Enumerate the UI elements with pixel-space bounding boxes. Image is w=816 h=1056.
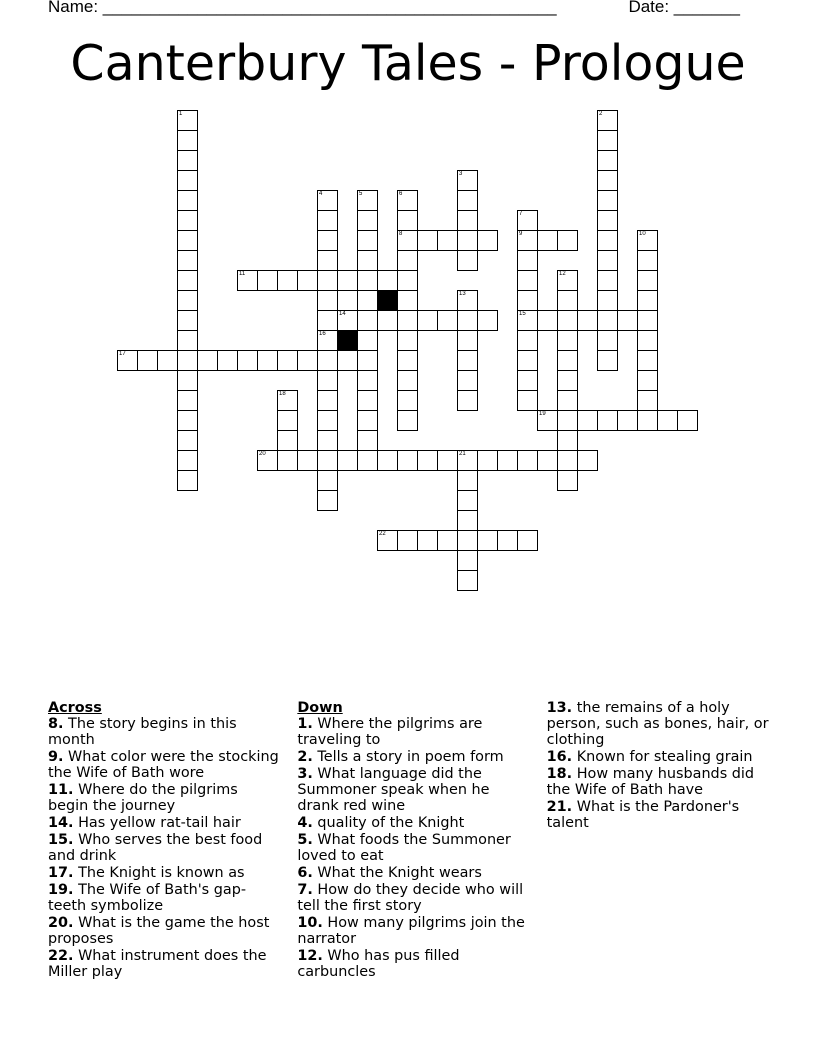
grid-cell[interactable] xyxy=(357,190,378,211)
grid-cell[interactable] xyxy=(157,350,178,371)
grid-cell[interactable] xyxy=(477,530,498,551)
grid-cell[interactable] xyxy=(517,390,538,411)
clue-text: Known for stealing grain xyxy=(572,749,753,765)
grid-cell[interactable] xyxy=(377,530,398,551)
grid-cell[interactable] xyxy=(537,230,558,251)
clue-number: 16 xyxy=(319,331,326,337)
grid-cell[interactable] xyxy=(437,230,458,251)
grid-cell[interactable] xyxy=(257,270,278,291)
grid-cell[interactable] xyxy=(417,530,438,551)
clue-number: 15 xyxy=(519,311,526,317)
clue-number: 14 xyxy=(339,311,346,317)
clue-number: 4 xyxy=(319,191,323,197)
grid-cell[interactable] xyxy=(517,310,538,331)
grid-cell[interactable] xyxy=(257,350,278,371)
clue-number-label: 2. xyxy=(297,749,313,765)
grid-cell[interactable] xyxy=(357,210,378,231)
clue-text: The Knight is known as xyxy=(73,865,245,881)
clue-number-label: 5. xyxy=(297,832,313,848)
clue-item xyxy=(297,815,528,831)
grid-cell[interactable] xyxy=(557,310,578,331)
grid-cell[interactable] xyxy=(177,110,198,131)
grid-cell[interactable] xyxy=(297,270,318,291)
grid-cell[interactable] xyxy=(457,370,478,391)
across-heading: Across xyxy=(48,700,102,716)
clue-text: Who has pus filled carbuncles xyxy=(297,948,460,980)
grid-cell[interactable] xyxy=(177,150,198,171)
grid-cell[interactable] xyxy=(657,410,678,431)
down-clues xyxy=(297,700,778,990)
grid-cell[interactable] xyxy=(317,450,338,471)
grid-cell[interactable] xyxy=(577,450,598,471)
clue-number-label: 4. xyxy=(297,815,313,831)
grid-cell[interactable] xyxy=(597,290,618,311)
grid-cell[interactable] xyxy=(517,530,538,551)
clue-number-label: 14. xyxy=(48,815,74,831)
grid-cell[interactable] xyxy=(397,210,418,231)
grid-cell[interactable] xyxy=(317,390,338,411)
clue-number: 20 xyxy=(259,451,266,457)
grid-cell[interactable] xyxy=(517,250,538,271)
grid-cell[interactable] xyxy=(557,450,578,471)
grid-cell[interactable] xyxy=(597,230,618,251)
grid-cell[interactable] xyxy=(457,250,478,271)
grid-cell[interactable] xyxy=(357,290,378,311)
grid-cell[interactable] xyxy=(517,450,538,471)
grid-cell[interactable] xyxy=(177,350,198,371)
grid-cell[interactable] xyxy=(597,410,618,431)
clue-number-label: 6. xyxy=(297,865,313,881)
clue-number: 9 xyxy=(519,231,523,237)
clue-item xyxy=(48,865,279,881)
grid-cell[interactable] xyxy=(337,310,358,331)
grid-cell[interactable] xyxy=(457,530,478,551)
grid-cell[interactable] xyxy=(557,230,578,251)
clue-number-label: 21. xyxy=(546,799,573,815)
grid-cell[interactable] xyxy=(637,410,658,431)
grid-cell[interactable] xyxy=(557,410,578,431)
clue-number: 5 xyxy=(359,191,363,197)
clue-text: How do they decide who will tell the first story xyxy=(297,882,524,914)
grid-cell[interactable] xyxy=(317,250,338,271)
grid-cell[interactable] xyxy=(417,450,438,471)
grid-cell[interactable] xyxy=(177,450,198,471)
clue-item xyxy=(297,749,528,765)
clue-number: 1 xyxy=(179,111,183,117)
clue-item xyxy=(48,915,279,947)
grid-cell[interactable] xyxy=(357,410,378,431)
grid-cell[interactable] xyxy=(357,330,378,351)
grid-cell[interactable] xyxy=(617,310,638,331)
grid-cell[interactable] xyxy=(677,410,698,431)
grid-cell[interactable] xyxy=(597,190,618,211)
clue-number-label: 10. xyxy=(297,915,323,931)
grid-cell[interactable] xyxy=(397,270,418,291)
grid-cell[interactable] xyxy=(557,390,578,411)
grid-cell[interactable] xyxy=(357,350,378,371)
grid-cell[interactable] xyxy=(457,450,478,471)
grid-cell[interactable] xyxy=(417,230,438,251)
grid-cell[interactable] xyxy=(497,450,518,471)
grid-cell[interactable] xyxy=(557,330,578,351)
grid-cell[interactable] xyxy=(517,350,538,371)
clue-item xyxy=(48,782,279,814)
grid-cell[interactable] xyxy=(397,290,418,311)
grid-cell[interactable] xyxy=(317,490,338,511)
grid-cell[interactable] xyxy=(337,270,358,291)
clue-number-label: 19. xyxy=(48,882,74,898)
clue-number: 2 xyxy=(599,111,603,117)
clue-text: The story begins in this month xyxy=(48,716,237,748)
grid-cell[interactable] xyxy=(577,410,598,431)
grid-cell[interactable] xyxy=(457,390,478,411)
grid-cell[interactable] xyxy=(357,370,378,391)
grid-cell[interactable] xyxy=(317,210,338,231)
grid-cell[interactable] xyxy=(457,570,478,591)
grid-cell[interactable] xyxy=(397,390,418,411)
clue-number-label: 8. xyxy=(48,716,64,732)
clue-number: 19 xyxy=(539,411,546,417)
clue-item xyxy=(297,766,528,814)
grid-cell[interactable] xyxy=(597,330,618,351)
grid-cell[interactable] xyxy=(177,170,198,191)
date-field-label: Date: _______ xyxy=(628,0,740,16)
grid-cell[interactable] xyxy=(637,230,658,251)
grid-cell[interactable] xyxy=(377,450,398,471)
grid-cell[interactable] xyxy=(457,230,478,251)
clue-number-label: 22. xyxy=(48,948,74,964)
clue-number: 13 xyxy=(459,291,466,297)
grid-cell[interactable] xyxy=(397,350,418,371)
clue-item xyxy=(297,716,528,748)
clue-item xyxy=(547,700,778,748)
clue-text: Where the pilgrims are traveling to xyxy=(297,716,483,748)
grid-cell[interactable] xyxy=(617,410,638,431)
clue-item xyxy=(48,832,279,864)
grid-cell[interactable] xyxy=(177,230,198,251)
clue-text: the remains of a holy person, such as bones, hair, or clothing xyxy=(546,700,769,748)
grid-cell[interactable] xyxy=(597,110,618,131)
grid-cell[interactable] xyxy=(237,270,258,291)
grid-cell[interactable] xyxy=(357,390,378,411)
grid-cell[interactable] xyxy=(177,370,198,391)
clue-number-label: 17. xyxy=(48,865,74,881)
clue-number-label: 16. xyxy=(546,749,573,765)
clue-number-label: 1. xyxy=(297,716,313,732)
clue-item xyxy=(547,749,778,765)
grid-cell[interactable] xyxy=(457,290,478,311)
grid-cell[interactable] xyxy=(517,270,538,291)
clue-text: Who serves the best food and drink xyxy=(48,832,263,864)
grid-cell[interactable] xyxy=(557,430,578,451)
clue-text: How many pilgrims join the narrator xyxy=(297,915,525,947)
clue-text: What instrument does the Miller play xyxy=(48,948,267,980)
grid-cell[interactable] xyxy=(137,350,158,371)
grid-cell[interactable] xyxy=(557,470,578,491)
grid-cell[interactable] xyxy=(317,330,338,351)
grid-cell[interactable] xyxy=(637,270,658,291)
grid-cell[interactable] xyxy=(177,330,198,351)
grid-cell[interactable] xyxy=(477,450,498,471)
grid-cell[interactable] xyxy=(277,270,298,291)
grid-cell[interactable] xyxy=(597,150,618,171)
grid-cell[interactable] xyxy=(177,410,198,431)
clue-text: Has yellow rat-tail hair xyxy=(73,815,241,831)
grid-cell[interactable] xyxy=(397,330,418,351)
grid-cell[interactable] xyxy=(197,350,218,371)
grid-cell[interactable] xyxy=(397,230,418,251)
clue-number: 7 xyxy=(519,211,523,217)
clue-number: 22 xyxy=(379,531,386,537)
grid-cell[interactable] xyxy=(357,430,378,451)
grid-cell[interactable] xyxy=(517,330,538,351)
grid-cell[interactable] xyxy=(457,510,478,531)
grid-cell[interactable] xyxy=(117,350,138,371)
clue-number: 11 xyxy=(239,271,246,277)
grid-cell[interactable] xyxy=(317,430,338,451)
clue-text: What is the Pardoner's talent xyxy=(546,799,740,831)
grid-cell[interactable] xyxy=(597,130,618,151)
grid-cell[interactable] xyxy=(437,310,458,331)
name-field-label: Name: ________________________________________________ xyxy=(48,0,557,16)
grid-cell[interactable] xyxy=(457,550,478,571)
grid-cell[interactable] xyxy=(517,290,538,311)
grid-cell[interactable] xyxy=(317,290,338,311)
clue-item xyxy=(547,799,778,831)
grid-cell[interactable] xyxy=(317,310,338,331)
grid-cell[interactable] xyxy=(477,310,498,331)
grid-cell[interactable] xyxy=(417,310,438,331)
grid-cell[interactable] xyxy=(437,450,458,471)
clue-number: 6 xyxy=(399,191,403,197)
grid-cell[interactable] xyxy=(317,370,338,391)
grid-cell[interactable] xyxy=(317,470,338,491)
grid-cell[interactable] xyxy=(257,450,278,471)
clue-number-label: 12. xyxy=(297,948,323,964)
grid-cell[interactable] xyxy=(177,270,198,291)
grid-cell[interactable] xyxy=(457,170,478,191)
grid-cell[interactable] xyxy=(597,270,618,291)
clue-number-label: 18. xyxy=(546,766,573,782)
grid-cell[interactable] xyxy=(537,310,558,331)
clue-text: What the Knight wears xyxy=(312,865,482,881)
grid-cell[interactable] xyxy=(277,410,298,431)
grid-cell[interactable] xyxy=(177,250,198,271)
grid-cell[interactable] xyxy=(357,230,378,251)
clue-item xyxy=(297,865,528,881)
clue-item xyxy=(48,716,279,748)
clue-number: 18 xyxy=(279,391,286,397)
clue-item xyxy=(48,749,279,781)
grid-cell[interactable] xyxy=(317,230,338,251)
grid-cell[interactable] xyxy=(277,390,298,411)
clue-number-label: 11. xyxy=(48,782,74,798)
grid-cell[interactable] xyxy=(277,350,298,371)
clue-number: 17 xyxy=(119,351,126,357)
grid-cell[interactable] xyxy=(637,350,658,371)
clue-number: 3 xyxy=(459,171,463,177)
clue-list xyxy=(48,700,778,990)
clue-number: 12 xyxy=(559,271,566,277)
grid-cell[interactable] xyxy=(477,230,498,251)
across-clues xyxy=(48,716,279,980)
grid-cell[interactable] xyxy=(597,210,618,231)
grid-cell[interactable] xyxy=(317,350,338,371)
clue-number: 21 xyxy=(459,451,466,457)
clue-text: Tells a story in poem form xyxy=(312,749,504,765)
grid-cell[interactable] xyxy=(637,370,658,391)
clue-number-label: 3. xyxy=(297,766,313,782)
grid-cell[interactable] xyxy=(457,470,478,491)
grid-cell[interactable] xyxy=(457,350,478,371)
clue-number-label: 20. xyxy=(48,915,74,931)
clue-number-label: 9. xyxy=(48,749,64,765)
grid-cell[interactable] xyxy=(457,330,478,351)
clue-text: What color were the stocking the Wife of Bath wore xyxy=(48,749,279,781)
clue-number-label: 7. xyxy=(297,882,313,898)
grid-cell[interactable] xyxy=(457,310,478,331)
grid-cell[interactable] xyxy=(337,350,358,371)
grid-cell[interactable] xyxy=(397,410,418,431)
grid-cell[interactable] xyxy=(397,370,418,391)
clue-text: How many husbands did the Wife of Bath have xyxy=(546,766,755,798)
grid-cell[interactable] xyxy=(237,350,258,371)
clue-text: Where do the pilgrims begin the journey xyxy=(48,782,238,814)
grid-cell[interactable] xyxy=(457,490,478,511)
grid-cell[interactable] xyxy=(357,270,378,291)
grid-cell[interactable] xyxy=(637,310,658,331)
grid-cell[interactable] xyxy=(597,250,618,271)
grid-cell[interactable] xyxy=(597,350,618,371)
down-heading: Down xyxy=(297,700,343,716)
grid-cell[interactable] xyxy=(397,190,418,211)
grid-cell[interactable] xyxy=(397,530,418,551)
grid-block xyxy=(337,330,358,351)
grid-cell[interactable] xyxy=(357,250,378,271)
grid-cell[interactable] xyxy=(177,190,198,211)
grid-cell[interactable] xyxy=(297,450,318,471)
clue-number: 10 xyxy=(639,231,646,237)
clue-item xyxy=(297,882,528,914)
grid-block xyxy=(377,290,398,311)
grid-cell[interactable] xyxy=(277,450,298,471)
grid-cell[interactable] xyxy=(557,290,578,311)
clue-item xyxy=(48,882,279,914)
grid-cell[interactable] xyxy=(357,450,378,471)
clue-text: What is the game the host proposes xyxy=(48,915,270,947)
grid-cell[interactable] xyxy=(597,310,618,331)
grid-cell[interactable] xyxy=(557,370,578,391)
clue-text: The Wife of Bath's gap-teeth symbolize xyxy=(48,882,247,914)
clue-item xyxy=(48,815,279,831)
grid-cell[interactable] xyxy=(357,310,378,331)
grid-cell[interactable] xyxy=(177,470,198,491)
grid-cell[interactable] xyxy=(177,130,198,151)
grid-cell[interactable] xyxy=(377,270,398,291)
grid-cell[interactable] xyxy=(557,270,578,291)
grid-cell[interactable] xyxy=(177,290,198,311)
grid-cell[interactable] xyxy=(177,310,198,331)
clue-item xyxy=(297,948,528,980)
grid-cell[interactable] xyxy=(317,190,338,211)
grid-cell[interactable] xyxy=(317,410,338,431)
grid-cell[interactable] xyxy=(457,210,478,231)
grid-cell[interactable] xyxy=(637,290,658,311)
grid-cell[interactable] xyxy=(337,450,358,471)
grid-cell[interactable] xyxy=(537,450,558,471)
grid-cell[interactable] xyxy=(277,430,298,451)
grid-cell[interactable] xyxy=(517,210,538,231)
clue-text: What language did the Summoner speak when he drank red wine xyxy=(297,766,490,814)
grid-cell[interactable] xyxy=(437,530,458,551)
grid-cell[interactable] xyxy=(637,390,658,411)
grid-cell[interactable] xyxy=(297,350,318,371)
grid-cell[interactable] xyxy=(457,190,478,211)
grid-cell[interactable] xyxy=(397,310,418,331)
grid-cell[interactable] xyxy=(397,250,418,271)
grid-cell[interactable] xyxy=(537,410,558,431)
grid-cell[interactable] xyxy=(317,270,338,291)
clue-number: 8 xyxy=(399,231,403,237)
grid-cell[interactable] xyxy=(577,310,598,331)
grid-cell[interactable] xyxy=(597,170,618,191)
grid-cell[interactable] xyxy=(397,450,418,471)
grid-cell[interactable] xyxy=(217,350,238,371)
grid-cell[interactable] xyxy=(517,230,538,251)
grid-cell[interactable] xyxy=(517,370,538,391)
clue-number-label: 15. xyxy=(48,832,74,848)
grid-cell[interactable] xyxy=(377,310,398,331)
grid-cell[interactable] xyxy=(177,390,198,411)
clue-text: What foods the Summoner loved to eat xyxy=(297,832,511,864)
grid-cell[interactable] xyxy=(177,210,198,231)
grid-cell[interactable] xyxy=(637,330,658,351)
grid-cell[interactable] xyxy=(497,530,518,551)
clue-item xyxy=(547,766,778,798)
clue-item xyxy=(297,832,528,864)
grid-cell[interactable] xyxy=(557,350,578,371)
clue-item xyxy=(297,915,528,947)
clue-item xyxy=(48,948,279,980)
clue-text: quality of the Knight xyxy=(312,815,465,831)
clue-number-label: 13. xyxy=(546,700,573,716)
page-title: Canterbury Tales - Prologue xyxy=(70,35,746,92)
grid-cell[interactable] xyxy=(177,430,198,451)
grid-cell[interactable] xyxy=(637,250,658,271)
